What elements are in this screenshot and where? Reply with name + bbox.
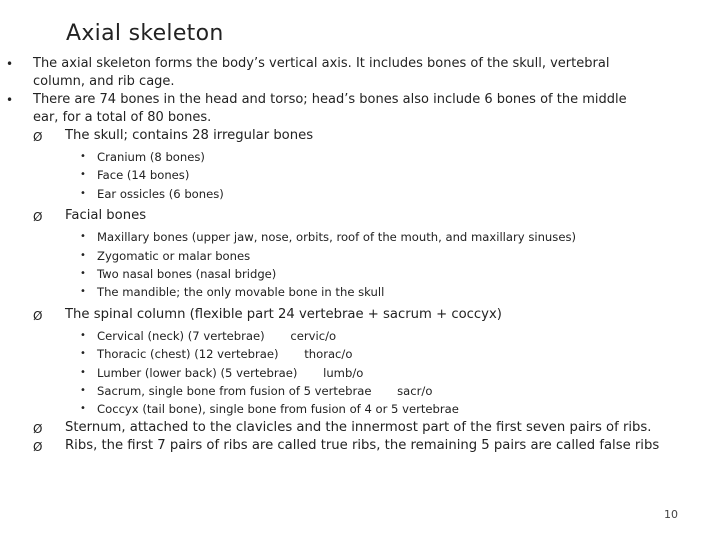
- section-heading-text: Ribs, the first 7 pairs of ribs are called true ribs, the remaining 5 pairs are called false ribs: [65, 437, 660, 453]
- small-bullet-icon: •: [80, 187, 86, 199]
- section-heading: [0, 419, 660, 437]
- sub-item-text: Lumber (lower back) (5 vertebrae): [97, 365, 298, 380]
- sub-item: [0, 247, 720, 265]
- section-heading: [0, 127, 660, 145]
- section-heading-text: Sternum, attached to the clavicles and the innermost part of the first seven pairs of ribs.: [65, 419, 652, 435]
- arrow-bullet-icon: Ø: [33, 210, 43, 225]
- small-bullet-icon: •: [80, 385, 86, 397]
- sub-item-text: Thoracic (chest) (12 vertebrae): [97, 347, 279, 362]
- slide-title: Axial skeleton: [66, 21, 224, 46]
- combining-form: lumb/o: [323, 365, 364, 380]
- small-bullet-icon: •: [80, 151, 86, 162]
- bullet-item: [0, 91, 640, 127]
- bullet-icon: •: [6, 57, 14, 71]
- sub-item: [0, 166, 720, 184]
- small-bullet-icon: •: [80, 366, 86, 378]
- sub-item-text: The mandible; the only movable bone in the skull: [97, 285, 385, 300]
- section-heading: [0, 306, 660, 324]
- bullet-text: There are 74 bones in the head and torso; head’s bones also include 6 bones of the middle ear, for a total of 80 bones.: [33, 92, 627, 125]
- page-number: 10: [664, 508, 678, 521]
- sub-item: [0, 364, 720, 382]
- sub-item: [0, 400, 720, 418]
- combining-form: sacr/o: [397, 384, 433, 399]
- arrow-bullet-icon: Ø: [33, 308, 43, 323]
- sub-item-text: Cranium (8 bones): [97, 150, 205, 164]
- small-bullet-icon: •: [80, 329, 86, 341]
- section-heading-text: The spinal column (flexible part 24 vertebrae + sacrum + coccyx): [65, 306, 502, 322]
- sub-item: [0, 185, 720, 203]
- small-bullet-icon: •: [80, 249, 86, 261]
- sub-item-text: Two nasal bones (nasal bridge): [97, 267, 277, 282]
- bullet-item: [0, 55, 640, 91]
- sub-item-text: Coccyx (tail bone), single bone from fusion of 4 or 5 vertebrae: [97, 402, 459, 417]
- small-bullet-icon: •: [80, 403, 86, 415]
- small-bullet-icon: •: [80, 268, 86, 280]
- sub-item: [0, 228, 720, 246]
- sub-item: [0, 265, 720, 283]
- bullet-text: The axial skeleton forms the body’s vertical axis. It includes bones of the skull, vertebral column, and rib cage.: [33, 56, 610, 89]
- sub-item-text: Maxillary bones (upper jaw, nose, orbits, roof of the mouth, and maxillary sinuses): [97, 230, 577, 245]
- bullet-icon: •: [6, 93, 14, 107]
- combining-form: thorac/o: [304, 347, 353, 362]
- sub-item: [0, 382, 720, 400]
- sub-item: [0, 345, 720, 363]
- sub-item: [0, 283, 720, 301]
- sub-item-text: Cervical (neck) (7 vertebrae): [97, 328, 265, 343]
- arrow-bullet-icon: Ø: [33, 439, 43, 454]
- sub-item: [0, 327, 720, 345]
- sub-item-text: Ear ossicles (6 bones): [97, 186, 224, 201]
- small-bullet-icon: •: [80, 231, 86, 243]
- sub-item-text: Zygomatic or malar bones: [97, 248, 251, 263]
- section-heading-text: The skull; contains 28 irregular bones: [65, 128, 314, 143]
- small-bullet-icon: •: [80, 286, 86, 298]
- section-heading-text: Facial bones: [65, 208, 147, 224]
- small-bullet-icon: •: [80, 169, 86, 181]
- section-heading: [0, 437, 660, 455]
- small-bullet-icon: •: [80, 348, 86, 360]
- slide-body: [0, 55, 720, 455]
- combining-form: cervic/o: [290, 328, 337, 343]
- sub-item: [0, 148, 720, 166]
- sub-item-text: Sacrum, single bone from fusion of 5 vertebrae: [97, 384, 372, 399]
- section-heading: [0, 207, 660, 225]
- arrow-bullet-icon: Ø: [33, 130, 43, 144]
- arrow-bullet-icon: Ø: [33, 421, 43, 436]
- sub-item-text: Face (14 bones): [97, 168, 190, 183]
